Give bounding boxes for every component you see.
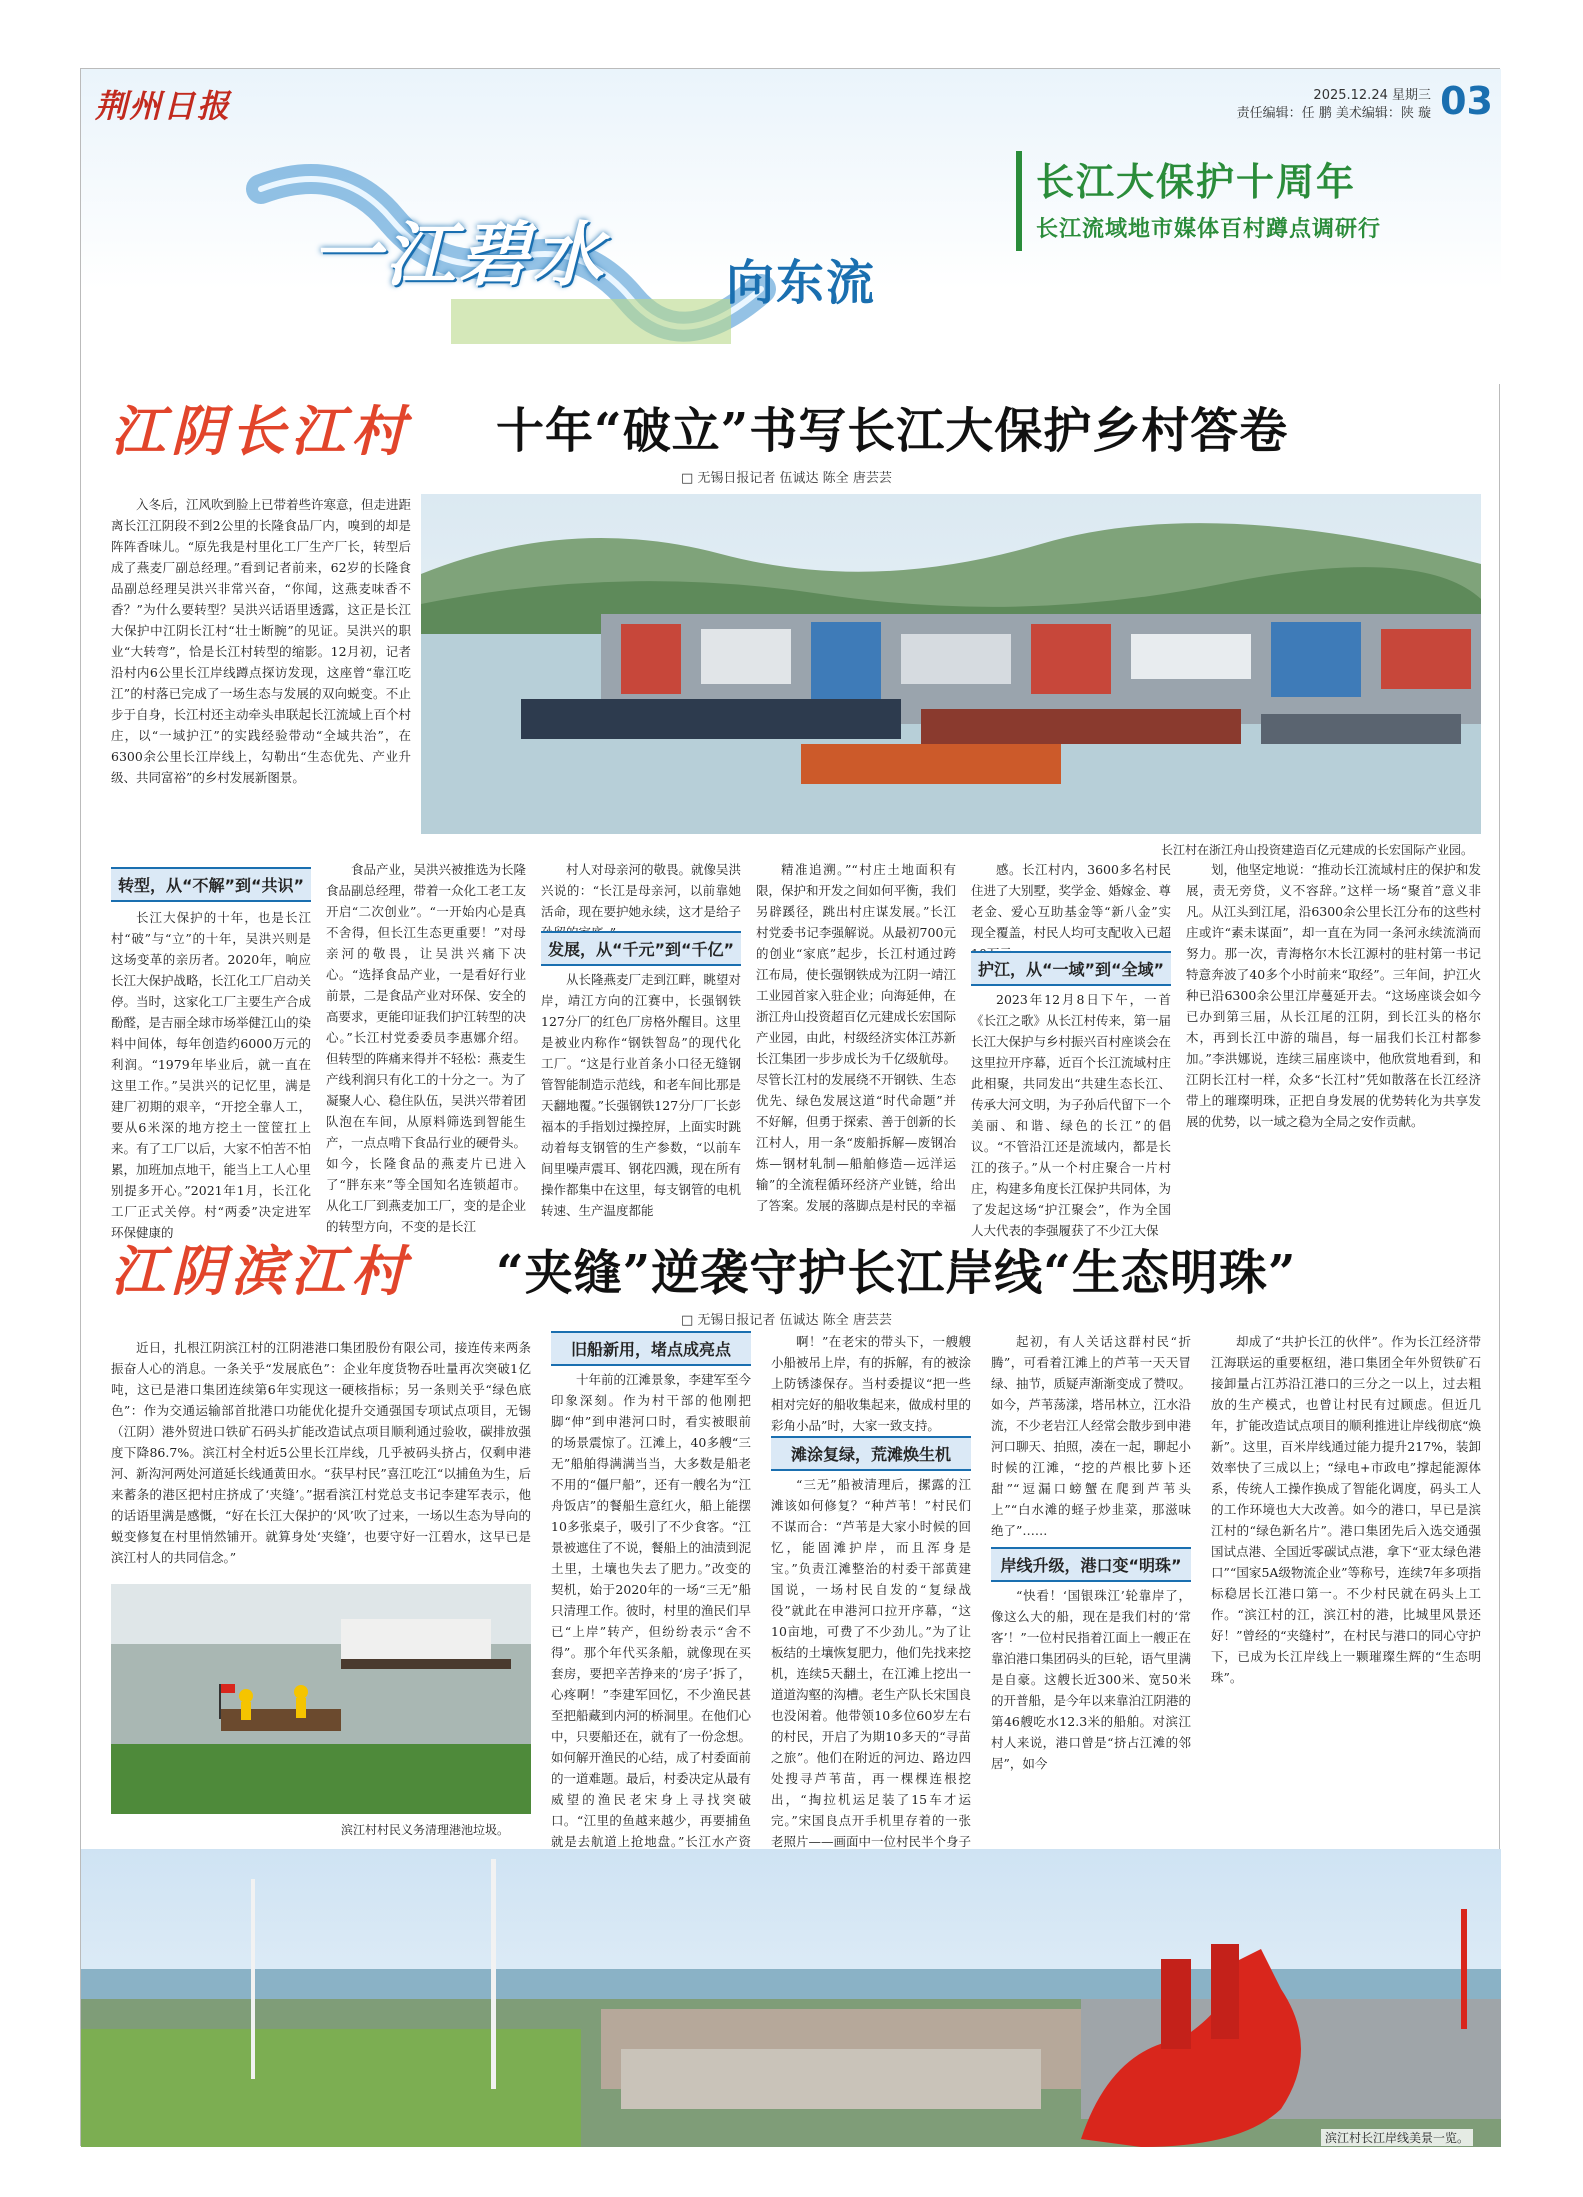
story2-byline-text: 无锡日报记者 伍诚达 陈全 唐芸芸 <box>697 1313 892 1328</box>
masthead-meta <box>1237 87 1431 123</box>
newspaper-page <box>80 68 1500 2146</box>
story2-photo-coastline <box>81 1849 1501 2147</box>
story2-col-4: 却成了“共护长江的伙伴”。作为长江经济带江海联运的重要枢纽，港口集团全年外贸铁矿石接卸量占江苏沿江港口的三分之一以上，过去粗放的生产模式，也曾让村民有过顾虑。但近几年，扩能改造试点项目的顺利推进让岸线彻底“焕新”。这里，百米岸线通过能力提升217%，装卸效率快了三成以上；“绿电+市政电”撑起能源体系，传统人工操作换成了智能化调度，码头工人的工作环境也大大改善。如今的港口，早已是滨江村的“绿色新名片”。港口集团先后入选交通强国试点港、全国近零碳试点港，拿下“亚太绿色港口”“国家5A级物流企业”等称号，连续7年多项指标稳居长江港口第一。不少村民就在码头上工作。“滨江村的江，滨江村的港，比城里风景还好！”曾经的“夹缝村”，在村民与港口的同心守护下，已成为长江岸线上一颗璀璨生辉的“生态明珠”。 <box>1211 1334 1481 1685</box>
newspaper-logo: 荆州日报 <box>95 87 232 125</box>
story2-subhead-3: 岸线升级，港口变“明珠” <box>991 1547 1191 1582</box>
story2-subhead-2: 滩涂复绿，荒滩焕生机 <box>771 1436 971 1471</box>
banner <box>81 69 1501 384</box>
story2-headline: “夹缝”逆袭守护长江岸线“生态明珠” <box>496 1245 1297 1301</box>
story1-byline: □ 无锡日报记者 伍诚达 陈全 唐芸芸 <box>681 471 892 486</box>
story1-subhead-3: 护江，从“一域”到“全域” <box>971 951 1171 986</box>
anniversary-subtitle: 长江流域地市媒体百村蹲点调研行 <box>1036 217 1382 242</box>
story1-col-5b: 2023年12月8日下午，一首《长江之歌》从长江村传来，第一届长江大保护与乡村振兴百村座谈会在这里拉开序幕，近百个长江流域村庄此相聚，共同发出“共建生态长江、传承大河文明，为子孙后代留下一个美丽、和谐、绿色的长江”的倡议。“不管沿江还是流域内，都是长江的孩子。”从一个村庄聚合一片村庄，构建多角度长江保护共同体，为了发起这场“护江聚会”，作为全国人大代表的李强履获了不少江大保 <box>971 992 1172 1238</box>
story2-col-3b: “快看！‘国银珠江’轮靠岸了，像这么大的船，现在是我们村的‘常客’！”一位村民指着江面上一艘正在靠泊港口集团码头的巨轮，语气里满是自豪。这艘长近300米、宽50米的开普船，是今年以来靠泊江阴港的第46艘吃水12.3米的船舶。对滨江村人来说，港口曾是“挤占江滩的邻居”，如今 <box>991 1588 1192 1771</box>
story1-col-3b: 从长隆燕麦厂走到江畔，眺望对岸，靖江方向的江赛中，长强钢铁127分厂的红色厂房格外醒目。这里是被业内称作“钢铁智岛”的现代化工厂。“这是行业首条小口径无缝钢管智能制造示范线，和老车间比那是天翻地覆。”长强钢铁127分厂厂长彭福本的手指划过操控屏，上面实时跳动着每支钢管的生产参数，“以前车间里噪声震耳、钢花四溅，现在所有操作都集中在这里，每支钢管的电机转速、生产温度都能 <box>541 972 742 1218</box>
story2-photo-cleanup <box>111 1584 531 1814</box>
story2-col-2b: “三无”船被清理后，摞露的江滩该如何修复？“种芦苇！”村民们不谋而合：“芦苇是大家小时候的回忆，能固滩护岸，而且浑身是宝。”负责江滩整治的村委干部黄建国说，一场村民自发的“复绿战役”就此在申港河口拉开序幕，“这10亩地，可费了不少劲儿。”为了让板结的土壤恢复肥力，他们先找来挖机，连续5天翻土，在江滩上挖出一道道沟壑的沟槽。老生产队长宋国良也没闲着。他带领10多位60岁左右的村民，开启了为期10多天的“寻苗之旅”。他们在附近的河边、路边四处搜寻芦苇苗，再一棵棵连根挖出，“掏拉机运足装了15车才运完。”宋国良点开手机里存着的一张老照片——画面中一位村民半个身子 <box>771 1477 972 1849</box>
story2-byline: □ 无锡日报记者 伍诚达 陈全 唐芸芸 <box>681 1313 892 1328</box>
editor-credits: 责任编辑：任 鹏 美术编辑：陕 璇 <box>1236 106 1431 121</box>
story2-place: 江阴滨江村 <box>111 1239 411 1303</box>
story1-byline-text: 无锡日报记者 伍诚达 陈全 唐芸芸 <box>697 471 892 486</box>
story1-col-1: 长江大保护的十年，也是长江村“破”与“立”的十年，吴洪兴则是这场变革的亲历者。2020年，响应长江大保护战略，长江化工厂启动关停。当时，这家化工厂主要生产合成酚醛，是吉丽全球市场举健江山的染料中间体，每年创造约6000万元的利润。“1979年毕业后，就一直在这里工作。”吴洪兴的记忆里，满是建厂初期的艰辛，“开挖全靠人工，要从6米深的地方挖土一筐筐扛上来。有了工厂以后，大家不怕苦不怕累，加班加点地干，能当上工人心里别提多开心。”2021年1月，长江化工厂正式关停。村“两委”决定进军环保健康的 <box>111 910 312 1240</box>
story2-col-3a: 起初，有人关话这群村民“折腾”，可看着江滩上的芦苇一天天冒绿、抽节，质疑声渐渐变成了赞叹。如今，芦苇荡漾，塔吊林立，江水沿流，不少老岩江人经常会散步到申港河口聊天、拍照，凑在一起，聊起小时候的江滩，“挖的芦根比萝卜还甜”“逗漏口螃蟹在爬到芦苇头上”“白水滩的蛏子炒韭菜，那滋味绝了”…… <box>991 1334 1192 1538</box>
story1-headline: 十年“破立”书写长江大保护乡村答卷 <box>496 403 1289 459</box>
story2-photo2-caption: 滨江村长江岸线美景一览。 <box>1321 2129 1473 2146</box>
story1-photo-caption: 长江村在浙江舟山投资建造百亿元建成的长宏国际产业园。 <box>1161 843 1474 857</box>
story1-lead: 入冬后，江风吹到脸上已带着些许寒意，但走进距离长江江阴段不到2公里的长隆食品厂内，嗅到的却是阵阵香味儿。“原先我是村里化工厂生产厂长，转型后成了燕麦厂副总经理。”看到记者前来，62岁的长隆食品副总经理吴洪兴非常兴奋，“你闻，这燕麦味香不香？”为什么要转型？吴洪兴话语里透露，这正是长江大保护中江阴长江村“壮士断腕”的见证。吴洪兴的职业“大转弯”，恰是长江村转型的缩影。12月初，记者沿村内6公里长江岸线蹲点探访发现，这座曾“靠江吃江”的村落已完成了一场生态与发展的双向蜕变。不止步于自身，长江村还主动牵头串联起长江流域上百个村庄，以“一域护江”的实践经验带动“全域共治”，在6300余公里长江岸线上，勾勒出“生态优先、产业升级、共同富裕”的乡村发展新图景。 <box>111 497 412 785</box>
banner-title-2: 向东流 <box>726 255 877 311</box>
story2-subhead-1: 旧船新用，堵点成亮点 <box>551 1331 751 1366</box>
story1-subhead-2: 发展，从“千元”到“千亿” <box>541 931 741 966</box>
story1-photo-shipyard <box>421 494 1481 834</box>
story2-col-2a: 啊！”在老宋的带头下，一艘艘小船被吊上岸，有的拆解，有的被涂上防锈漆保存。当村委提议“把一些相对完好的船收集起来，做成村里的彩角小品”时，大家一致支持。 <box>771 1334 972 1433</box>
story1-place: 江阴长江村 <box>111 399 411 463</box>
anniversary-block <box>1016 151 1406 251</box>
page-number: 03 <box>1440 79 1493 123</box>
issue-date: 2025.12.24 星期三 <box>1313 88 1431 103</box>
banner-title: 一江碧水 <box>311 213 607 296</box>
story1-col-4: 精准追溯。”“村庄土地面积有限，保护和开发之间如何平衡，我们另辟蹊径，跳出村庄谋发展。”长江村党委书记李强解说。从最初700元的创业“家底”起步，长江村通过跨江布局，使长强钢铁成为江阴一靖江工业园首家入驻企业；向海延伸，在浙江舟山投资超百亿元建成长宏国际产业园，由此，村级经济实体江苏新长江集团一步步成长为千亿级航母。尽管长江村的发展绕不开钢铁、生态优先、绿色发展这道“时代命题”并不好解，但勇于探索、善于创新的长江村人，用一条“废船拆解—废钢冶炼—钢材轧制—船舶修造—远洋运输”的全流程循环经济产业链，给出了答案。发展的落脚点是村民的幸福 <box>756 862 957 1213</box>
story2-lead: 近日，扎根江阴滨江村的江阴港港口集团股份有限公司，接连传来两条振奋人心的消息。一条关乎“发展底色”：企业年度货物吞吐量再次突破1亿吨，这已是港口集团连续第6年实现这一硬核指标；另一条则关乎“绿色底色”：作为交通运输部首批港口功能优化提升交通强国专项试点项目，无锡（江阴）港外贸进口铁矿石码头扩能改造试点项目顺利通过验收，碳排放强度下降86.7%。滨江村全村近5公里长江岸线，几乎被码头挤占，仅剩申港河、新沟河两处河道延长线通黄田水。“获早村民”喜江吃江“以捕鱼为生，后来蓄条的港区把村庄挤成了‘夹缝’。”据看滨江村党总支书记李建军表示，他的话语里满是感慨，“好在长江大保护的‘风’吹了过来，一场以生态为导向的蜕变修复在村里悄然铺开。就算身处‘夹缝’，也要守好一江碧水，这早已是滨江村人的共同信念。” <box>111 1340 531 1565</box>
story1-col-6: 划，他坚定地说：“推动长江流域村庄的保护和发展，责无旁贷，义不容辞。”这样一场“聚首”意义非凡。从江头到江尾，沿6300余公里长江分布的这些村庄或许“素未谋面”，却一直在为同一条河永续流淌而努力。那一次，青海格尔木长江源村的驻村第一书记特意奔波了40多个小时前来“取经”。三年间，护江火种已沿6300余公里江岸蔓延开去。“这场座谈会如今已办到第三届，从长江尾的江阴，到长江头的格尔木，再到长江中游的瑞昌，每一届我们长江村都参加。”李洪娜说，连续三届座谈中，他欣赏地看到，和江阴长江村一样，众多“长江村”凭如散落在长江经济带上的璀璨明珠，正把自身发展的优势转化为共享发展的优势，以一域之稳为全局之安作贡献。 <box>1186 862 1481 1129</box>
story1-col-3a: 村人对母亲河的敬畏。就像吴洪兴说的：“长江是母亲河，以前靠她活命，现在要护她永续，这才是给子 <box>541 862 742 919</box>
story1-subhead-1: 转型，从“不解”到“共识” <box>111 867 311 902</box>
anniversary-title: 长江大保护十周年 <box>1036 160 1357 204</box>
story2-photo1-caption: 滨江村村民义务清理港池垃圾。 <box>341 1823 510 1837</box>
story1-col-2: 食品产业，吴洪兴被推选为长隆食品副总经理，带着一众化工老工友开启“二次创业”。“一开始内心是真不舍得，但长江生态更重要！”对母亲河的敬畏，让吴洪兴痛下决心。“选择食品产业，一是看好行业前景，二是食品产业对环保、安全的高要求，更能印证我们护江转型的决心。”长江村党委委员李惠娜介绍。但转型的阵痛来得并不轻松：燕麦生产线利润只有化工的十分之一。为了凝聚人心、稳住队伍，吴洪兴带着团队泡在车间，从原料筛选到智能生产，一点点啃下食品行业的硬骨头。如今，长隆食品的燕麦片已进入了“胖东来”等全国知名连锁超市。从化工厂到燕麦加工厂，变的是企业的转型方向，不变的是长江 <box>326 862 527 1234</box>
story1-col-5a: 感。长江村内，3600多名村民住进了大别墅，奖学金、婚嫁金、尊老金、爱心互助基金等“新八金”实现全覆盖，村民人均可支配收入已超 <box>971 862 1172 940</box>
story2-col-1: 十年前的江滩景象，李建军至今印象深刻。作为村干部的他刚把脚“伸”到申港河口时，看实被眼前的场景震惊了。江滩上，40多艘“三无”船舶得满满当当，大多数是船老不用的“僵尸船”，还有一艘名为“江舟饭店”的餐船生意红火，船上能摆10多张桌子，吸引了不少食客。“江景被遮住了不说，餐船上的油渍到泥土里，土壤也失去了肥力。”改变的契机，始于2020年的一场“三无”船只清理工作。彼时，村里的渔民们早已“上岸”转产，但纷纷表示“舍不得”。那个年代买条船，就像现在买套房，要把辛苦挣来的‘房子’拆了，心疼啊！”李建军回忆，不少渔民甚至把船藏到内河的桥洞里。在他们心中，只要船还在，就有了一份念想。如何解开渔民的心结，成了村委面前的一道难题。最后，村委决定从最有威望的渔民老宋身上寻找突破口。“江里的鱼越来越少，再要捕鱼就是去航道上抢地盘。”长江水产资 <box>551 1372 752 1849</box>
